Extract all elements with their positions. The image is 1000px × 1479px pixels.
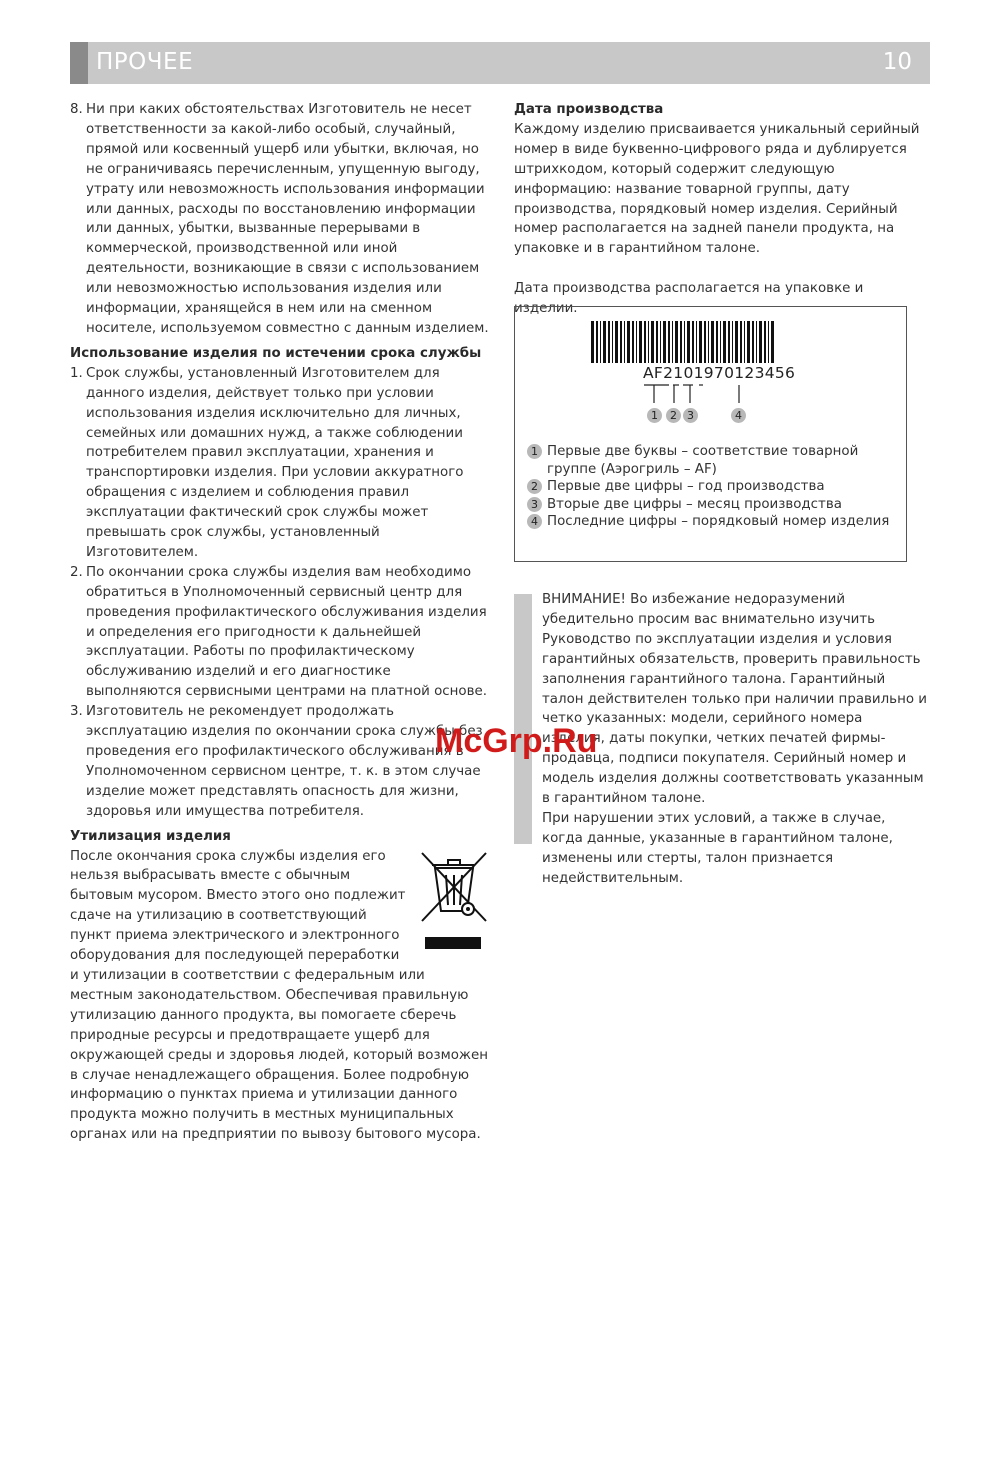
barcode-stripe <box>732 321 733 363</box>
barcode-stripe <box>612 321 613 363</box>
serial-number-diagram <box>514 306 907 562</box>
warning-label: ВНИМАНИЕ! <box>542 592 626 607</box>
barcode-stripe <box>596 321 598 363</box>
barcode-stripe <box>696 321 697 363</box>
disposal-heading: Утилизация изделия <box>70 828 231 844</box>
barcode-stripe <box>644 321 646 363</box>
barcode-stripe <box>600 321 601 363</box>
warning-text: Во избежание недоразумений убедительно просим вас внимательно изучить Руководство по эксплуатации изделия и условия гарантийных обязательств, проверить правильность заполнения гарантийного талона. Гарантийный талон действителен только при наличии правильно и четко указанных: модели, серийного номера изделия, даты покупки, четких печатей фирмы-продавца, подписи покупателя. Серийный номер и модель изделия должны соответствовать указанным в гарантийном талоне. <box>542 592 927 807</box>
barcode-stripe <box>648 321 649 363</box>
barcode-stripe <box>687 321 690 363</box>
disposal-text: После окончания срока службы изделия его нельзя выбрасывать вместе с обычным бытовым мусором. Вместо этого оно подлежит сдаче на утилизацию в соответствующий пункт приема электрического и электронного оборудования для последующей переработки и утилизации в соответствии с федеральным или местным законодательством. Обеспечивая правильную утилизацию данного продукта, вы помогаете сберечь природные ресурсы и предотвращаете ущерб для окружающей среды и здоровья людей, который возможен в случае ненадлежащего обращения. Более подробную информацию о пунктах приема и утилизации данного продукта можно получить в местных муниципальных органах или на предприятии по вывозу бытового мусора. <box>70 848 488 1143</box>
legend-row-2 <box>525 478 895 496</box>
barcode-stripe <box>608 321 610 363</box>
warning-text-2: При нарушении этих условий, а также в случае, когда данные, указанные в гарантийном талоне, изменены или стерты, талон признается недействительным. <box>542 810 893 886</box>
barcode-stripe <box>684 321 685 363</box>
barcode-stripe <box>636 321 637 363</box>
notice-side-bar <box>514 594 532 844</box>
barcode-stripe <box>716 321 718 363</box>
barcode-stripe <box>711 321 714 363</box>
usage-item-1 <box>70 364 490 563</box>
barcode-stripe <box>740 321 742 363</box>
serial-number-text: AF2101970123456 <box>643 364 796 382</box>
legend-number: 2 <box>527 479 542 494</box>
serial-legend <box>525 443 895 531</box>
legend-text: Вторые две цифры – месяц производства <box>547 496 842 512</box>
barcode-stripe <box>675 321 678 363</box>
production-date-location: Дата производства располагается на упаковке и изделии. <box>514 281 864 317</box>
serial-segment-ticks <box>643 383 793 405</box>
barcode-stripe <box>672 321 673 363</box>
crossed-bin-icon <box>418 849 490 925</box>
list-number: 2. <box>70 564 83 580</box>
list-number: 1. <box>70 365 83 381</box>
left-column <box>70 100 490 1145</box>
legend-number: 3 <box>527 497 542 512</box>
barcode-stripe <box>639 321 642 363</box>
legend-row-4 <box>525 513 895 531</box>
barcode-stripe <box>624 321 625 363</box>
legend-text: Первые две цифры – год производства <box>547 479 825 494</box>
production-date-heading: Дата производства <box>514 102 664 117</box>
list-number: 8. <box>70 102 83 117</box>
barcode-stripe <box>768 321 769 363</box>
header-bar <box>70 42 930 84</box>
bin-underline-bar <box>425 937 481 949</box>
barcode-stripe <box>656 321 658 363</box>
marker-circle-3: 3 <box>683 408 698 423</box>
barcode-stripe <box>744 321 745 363</box>
barcode-stripe <box>627 321 630 363</box>
barcode-stripe <box>704 321 706 363</box>
marker-circle-4: 4 <box>731 408 746 423</box>
list-text: Ни при каких обстоятельствах Изготовитель не несет ответственности за какой-либо особый, случайный, прямой или косвенный ущерб или убытки, включая, но не ограничиваясь перечисленным, упущенную выгоду, утрату или невозможность использования информации или данных, расходы по восстановлению информации или данных, убытки, вызванные перерывами в коммерческой, производственной или иной деятельности, возникающие в связи с использованием или невозможностью использования изделия или информации, хранящейся в нем или на сменном носителе, используемом совместно с данным изделием. <box>86 102 489 336</box>
usage-item-2 <box>70 563 490 702</box>
barcode-stripe <box>651 321 654 363</box>
barcode-stripe <box>708 321 709 363</box>
legend-number: 1 <box>527 444 542 459</box>
legend-text: Первые две буквы – соответствие товарной группе (Аэрогриль – AF) <box>547 444 859 477</box>
barcode-stripe <box>764 321 766 363</box>
usage-heading: Использование изделия по истечении срока службы <box>70 345 482 361</box>
marker-circle-1: 1 <box>647 408 662 423</box>
barcode-stripe <box>735 321 738 363</box>
barcode-stripe <box>756 321 757 363</box>
barcode-stripe <box>771 321 774 363</box>
barcode-stripe <box>660 321 661 363</box>
list-text: Изготовитель не рекомендует продолжать эксплуатацию изделия по окончании срока службы без проведения его профилактического обслуживания в Уполномоченном сервисном центре, т. к. в этом случае изделие может представлять опасность для жизни, здоровья или имущества потребителя. <box>86 704 483 819</box>
barcode-stripe <box>759 321 762 363</box>
barcode-stripe <box>752 321 754 363</box>
section-title: ПРОЧЕЕ <box>96 49 194 75</box>
barcode-stripe <box>591 321 594 363</box>
barcode-stripe <box>747 321 750 363</box>
legend-row-3 <box>525 496 895 514</box>
barcode-stripe <box>728 321 730 363</box>
legend-row-1 <box>525 443 895 478</box>
watermark: McGrp.Ru <box>435 722 598 760</box>
barcode-stripe <box>680 321 682 363</box>
barcode-stripe <box>615 321 618 363</box>
right-column <box>514 100 924 319</box>
legend-text: Последние цифры – порядковый номер изделия <box>547 514 890 529</box>
barcode-stripe <box>603 321 606 363</box>
weee-bin-icon <box>418 849 490 945</box>
production-date-text: Каждому изделию присваивается уникальный серийный номер в виде буквенно-цифрового ряда и дублируется штрихкодом, который содержит следующую информацию: название товарной группы, дату производства, порядковый номер изделия. Серийный номер располагается на задней панели продукта, на упаковке и в гарантийном талоне. <box>514 121 920 257</box>
barcode-stripe <box>720 321 721 363</box>
usage-item-3 <box>70 702 490 821</box>
list-text: По окончании срока службы изделия вам необходимо обратиться в Уполномоченный сервисный центр для проведения профилактического обслуживания изделия и определения его пригодности к дальнейшей эксплуатации. Работы по профилактическому обслуживанию изделий и его диагностике выполняются сервисными центрами на платной основе. <box>86 564 487 700</box>
barcode-stripe <box>668 321 670 363</box>
marker-circle-2: 2 <box>666 408 681 423</box>
barcode-stripe <box>699 321 702 363</box>
page-number: 10 <box>882 49 912 75</box>
list-number: 3. <box>70 704 83 720</box>
barcode-stripe <box>620 321 622 363</box>
barcode-image <box>591 321 777 363</box>
liability-item-8 <box>70 100 490 339</box>
barcode-stripe <box>723 321 726 363</box>
list-text: Срок службы, установленный Изготовителем для данного изделия, действует только при условии использования изделия исключительно для личных, семейных или домашних нужд, а также соблюдении потребителем правил эксплуатации, хранения и транспортировки изделия. При условии аккуратного обращения с изделием и соблюдения правил эксплуатации фактический срок службы может превышать срок службы, установленный Изготовителем. <box>86 365 464 560</box>
barcode-stripe <box>692 321 694 363</box>
header-tab-marker <box>70 42 88 84</box>
barcode-stripe <box>632 321 634 363</box>
legend-number: 4 <box>527 514 542 529</box>
warning-notice <box>542 590 927 889</box>
barcode-stripe <box>663 321 666 363</box>
